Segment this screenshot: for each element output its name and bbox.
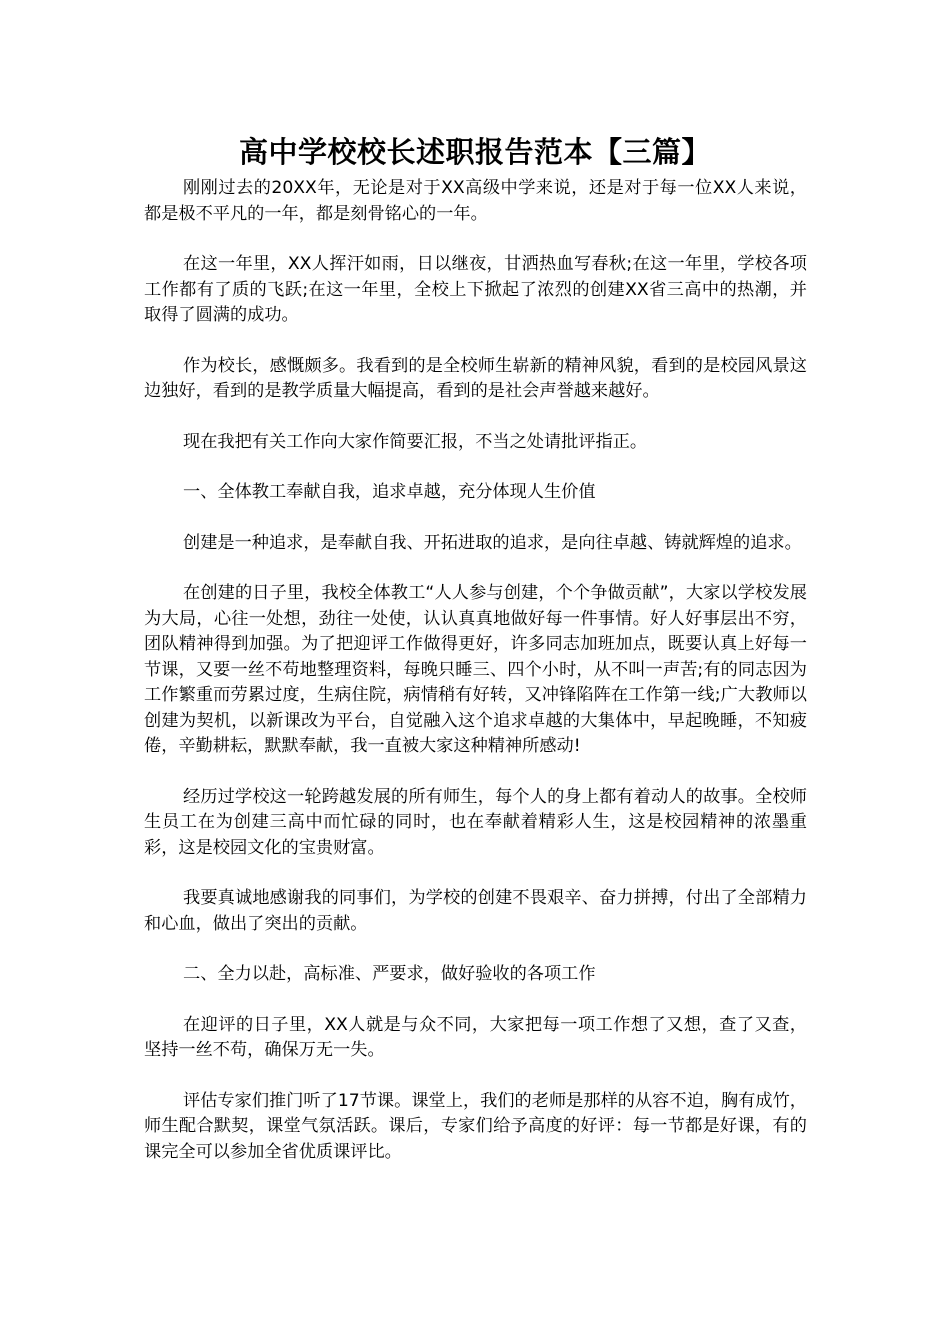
paragraph: 评估专家们推门听了17节课。课堂上，我们的老师是那样的从容不迫，胸有成竹，师生配合默契，课堂气氛活跃。课后，专家们给予高度的好评：每一节都是好课，有的课完全可以参加全省优质课评比。 (144, 1090, 807, 1162)
paragraph: 经历过学校这一轮跨越发展的所有师生，每个人的身上都有着动人的故事。全校师生员工在为创建三高中而忙碌的同时，也在奉献着精彩人生，这是校园精神的浓墨重彩，这是校园文化的宝贵财富。 (144, 786, 807, 858)
paragraph: 在创建的日子里，我校全体教工“人人参与创建，个个争做贡献”，大家以学校发展为大局，心往一处想，劲往一处使，认认真真地做好每一件事情。好人好事层出不穷，团队精神得到加强。为了把迎评工作做得更好，许多同志加班加点，既要认真上好每一节课，又要一丝不苟地整理资料，每晚只睡三、四个小时，从不叫一声苦;有的同志因为工作繁重而劳累过度，生病住院，病情稍有好转，又冲锋陷阵在工作第一线;广大教师以创建为契机，以新课改为平台，自觉融入这个追求卓越的大集体中，早起晚睡，不知疲倦，辛勤耕耘，默默奉献，我一直被大家这种精神所感动! (144, 583, 807, 756)
paragraph: 在这一年里，XX人挥汗如雨，日以继夜，甘洒热血写春秋;在这一年里，学校各项工作都有了质的飞跃;在这一年里，全校上下掀起了浓烈的创建XX省三高中的热潮，并取得了圆满的成功。 (144, 254, 807, 325)
document-body (144, 176, 807, 1190)
paragraph: 在迎评的日子里，XX人就是与众不同，大家把每一项工作想了又想，查了又查，坚持一丝不苟，确保万无一失。 (144, 1014, 807, 1060)
paragraph: 刚刚过去的20XX年，无论是对于XX高级中学来说，还是对于每一位XX人来说，都是极不平凡的一年，都是刻骨铭心的一年。 (144, 178, 807, 224)
section-heading: 二、全力以赴，高标准、严要求，做好验收的各项工作 (183, 964, 596, 984)
paragraph: 创建是一种追求，是奉献自我、开拓进取的追求，是向往卓越、铸就辉煌的追求。 (183, 532, 802, 553)
document-title: 高中学校校长述职报告范本【三篇】 (238, 135, 711, 169)
paragraph: 我要真诚地感谢我的同事们，为学校的创建不畏艰辛、奋力拼搏，付出了全部精力和心血，做出了突出的贡献。 (144, 888, 807, 934)
section-heading: 一、全体教工奉献自我，追求卓越，充分体现人生价值 (183, 482, 596, 502)
paragraph: 作为校长，感慨颇多。我看到的是全校师生崭新的精神风貌，看到的是校园风景这边独好，看到的是教学质量大幅提高，看到的是社会声誉越来越好。 (144, 355, 807, 401)
paragraph: 现在我把有关工作向大家作简要汇报，不当之处请批评指正。 (183, 431, 648, 452)
